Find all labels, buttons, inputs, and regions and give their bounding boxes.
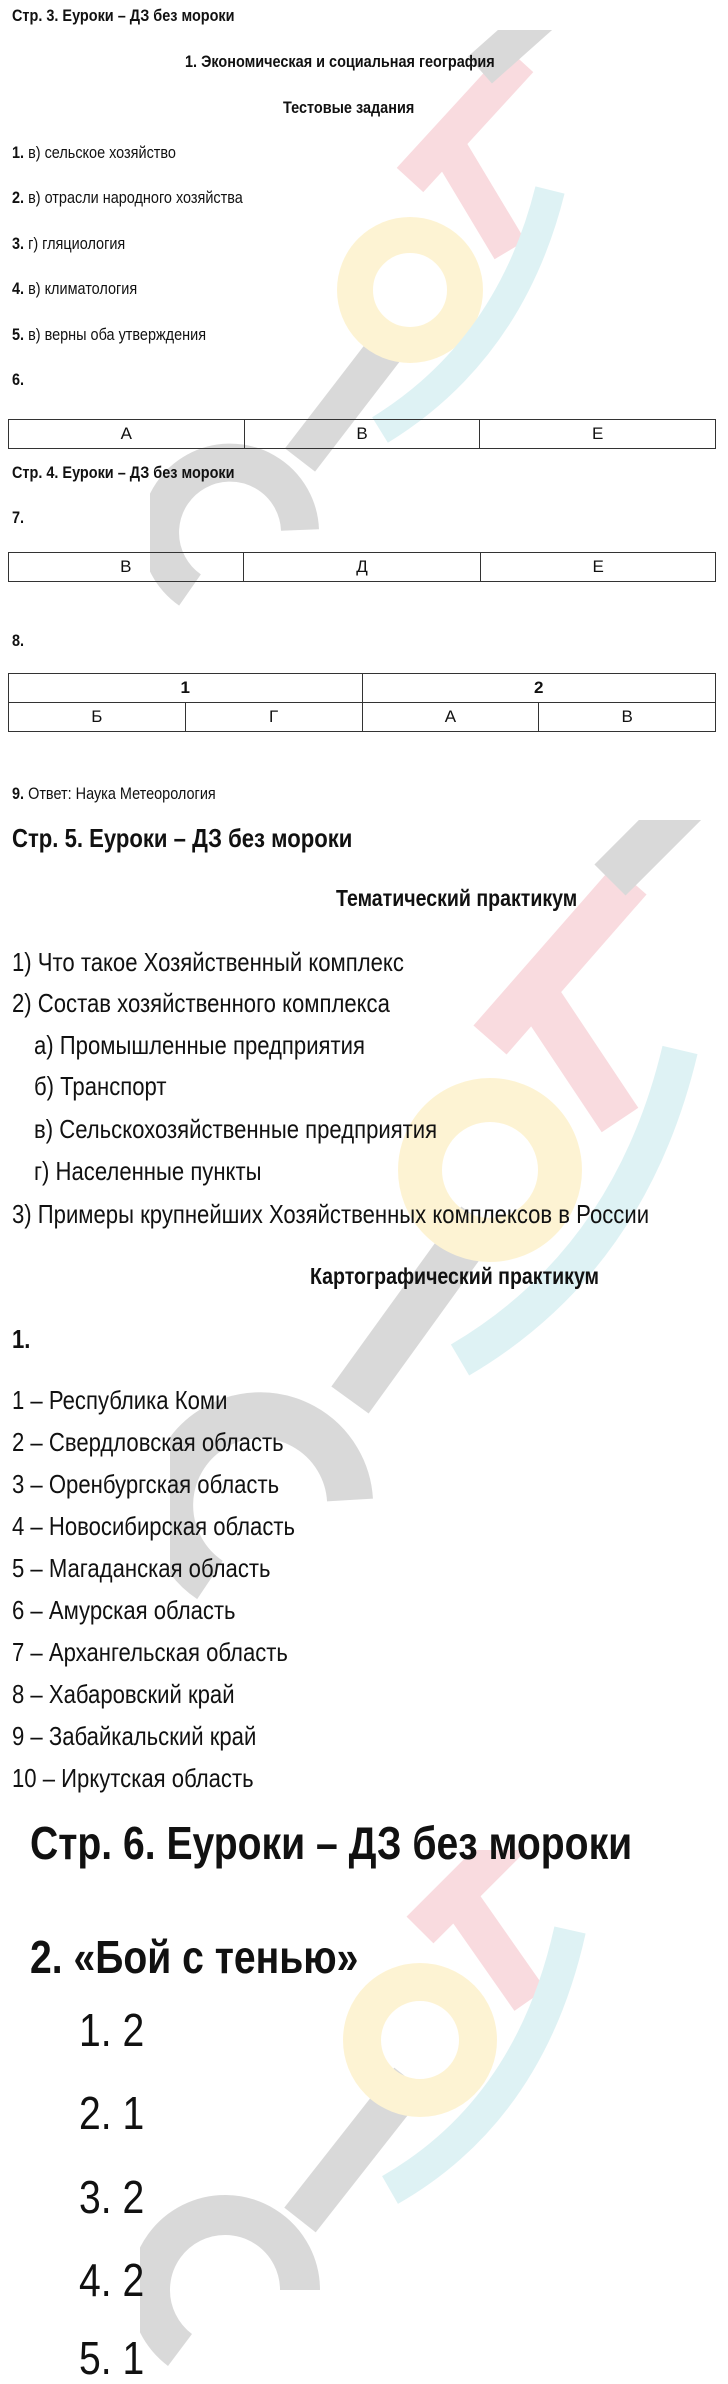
page6-title: Стр. 6. Еуроки – ДЗ без мороки [30,1817,633,1869]
answer-9: 9. Ответ: Наука Метеорология [12,784,216,803]
thematic-heading: Тематический практикум [336,885,578,911]
cartographic-heading: Картографический практикум [310,1263,600,1289]
region-item: 1 – Республика Коми [12,1385,228,1415]
table-cell: А [9,420,245,449]
thematic-item: 2) Состав хозяйственного комплекса [12,988,390,1018]
table-cell: Б [9,703,186,732]
section-heading: 1. Экономическая и социальная география [185,52,495,71]
table-cell: Е [481,553,716,582]
region-item: 10 – Иркутская область [12,1763,254,1793]
answer-item: 5. в) верны оба утверждения [12,325,207,344]
table-cell: В [539,703,716,732]
thematic-subitem: в) Сельскохозяйственные предприятия [34,1114,438,1144]
table-cell: Е [480,420,716,449]
answer-item: 1. 2 [79,2004,145,2056]
region-item: 4 – Новосибирская область [12,1511,296,1541]
answer-table-7 [8,552,716,582]
euroki-watermark [140,1850,620,2380]
page5-title: Стр. 5. Еуроки – ДЗ без мороки [12,823,353,853]
answer-item: 2. в) отрасли народного хозяйства [12,188,243,207]
question-8: 8. [12,631,25,650]
euroki-watermark [150,30,590,630]
answer-item: 2. 1 [79,2087,145,2139]
answer-item: 1. в) сельское хозяйство [12,143,176,162]
task-title: 2. «Бой с тенью» [30,1931,359,1983]
region-item: 9 – Забайкальский край [12,1721,257,1751]
page3-title: Стр. 3. Еуроки – ДЗ без мороки [12,6,235,25]
table-header: 1 [9,674,363,703]
table-cell: В [9,553,244,582]
answer-item: 4. в) климатология [12,279,138,298]
region-item: 5 – Магаданская область [12,1553,271,1583]
answer-table-8 [8,673,716,732]
thematic-item: 3) Примеры крупнейших Хозяйственных комплексов в России [12,1199,650,1229]
thematic-subitem: б) Транспорт [34,1071,167,1101]
thematic-item: 1) Что такое Хозяйственный комплекс [12,947,404,977]
region-item: 7 – Архангельская область [12,1637,288,1667]
table-cell: Д [243,553,481,582]
question-7: 7. [12,508,25,527]
answer-item: 5. 1 [79,2332,145,2384]
region-item: 6 – Амурская область [12,1595,236,1625]
table-cell: Г [185,703,362,732]
region-item: 2 – Свердловская область [12,1427,284,1457]
page4-title: Стр. 4. Еуроки – ДЗ без мороки [12,463,235,482]
region-item: 3 – Оренбургская область [12,1469,280,1499]
test-tasks-heading: Тестовые задания [283,98,415,117]
answer-item: 3. 2 [79,2171,145,2223]
answer-item: 6. [12,370,25,389]
table-cell: В [244,420,480,449]
thematic-subitem: г) Населенные пункты [34,1156,262,1186]
table-header: 2 [362,674,716,703]
answer-item: 4. 2 [79,2254,145,2306]
answer-item: 3. г) гляциология [12,234,126,253]
cartographic-task-number: 1. [12,1324,31,1354]
answer-table-6 [8,419,716,449]
thematic-subitem: а) Промышленные предприятия [34,1030,365,1060]
region-item: 8 – Хабаровский край [12,1679,235,1709]
table-cell: А [362,703,539,732]
